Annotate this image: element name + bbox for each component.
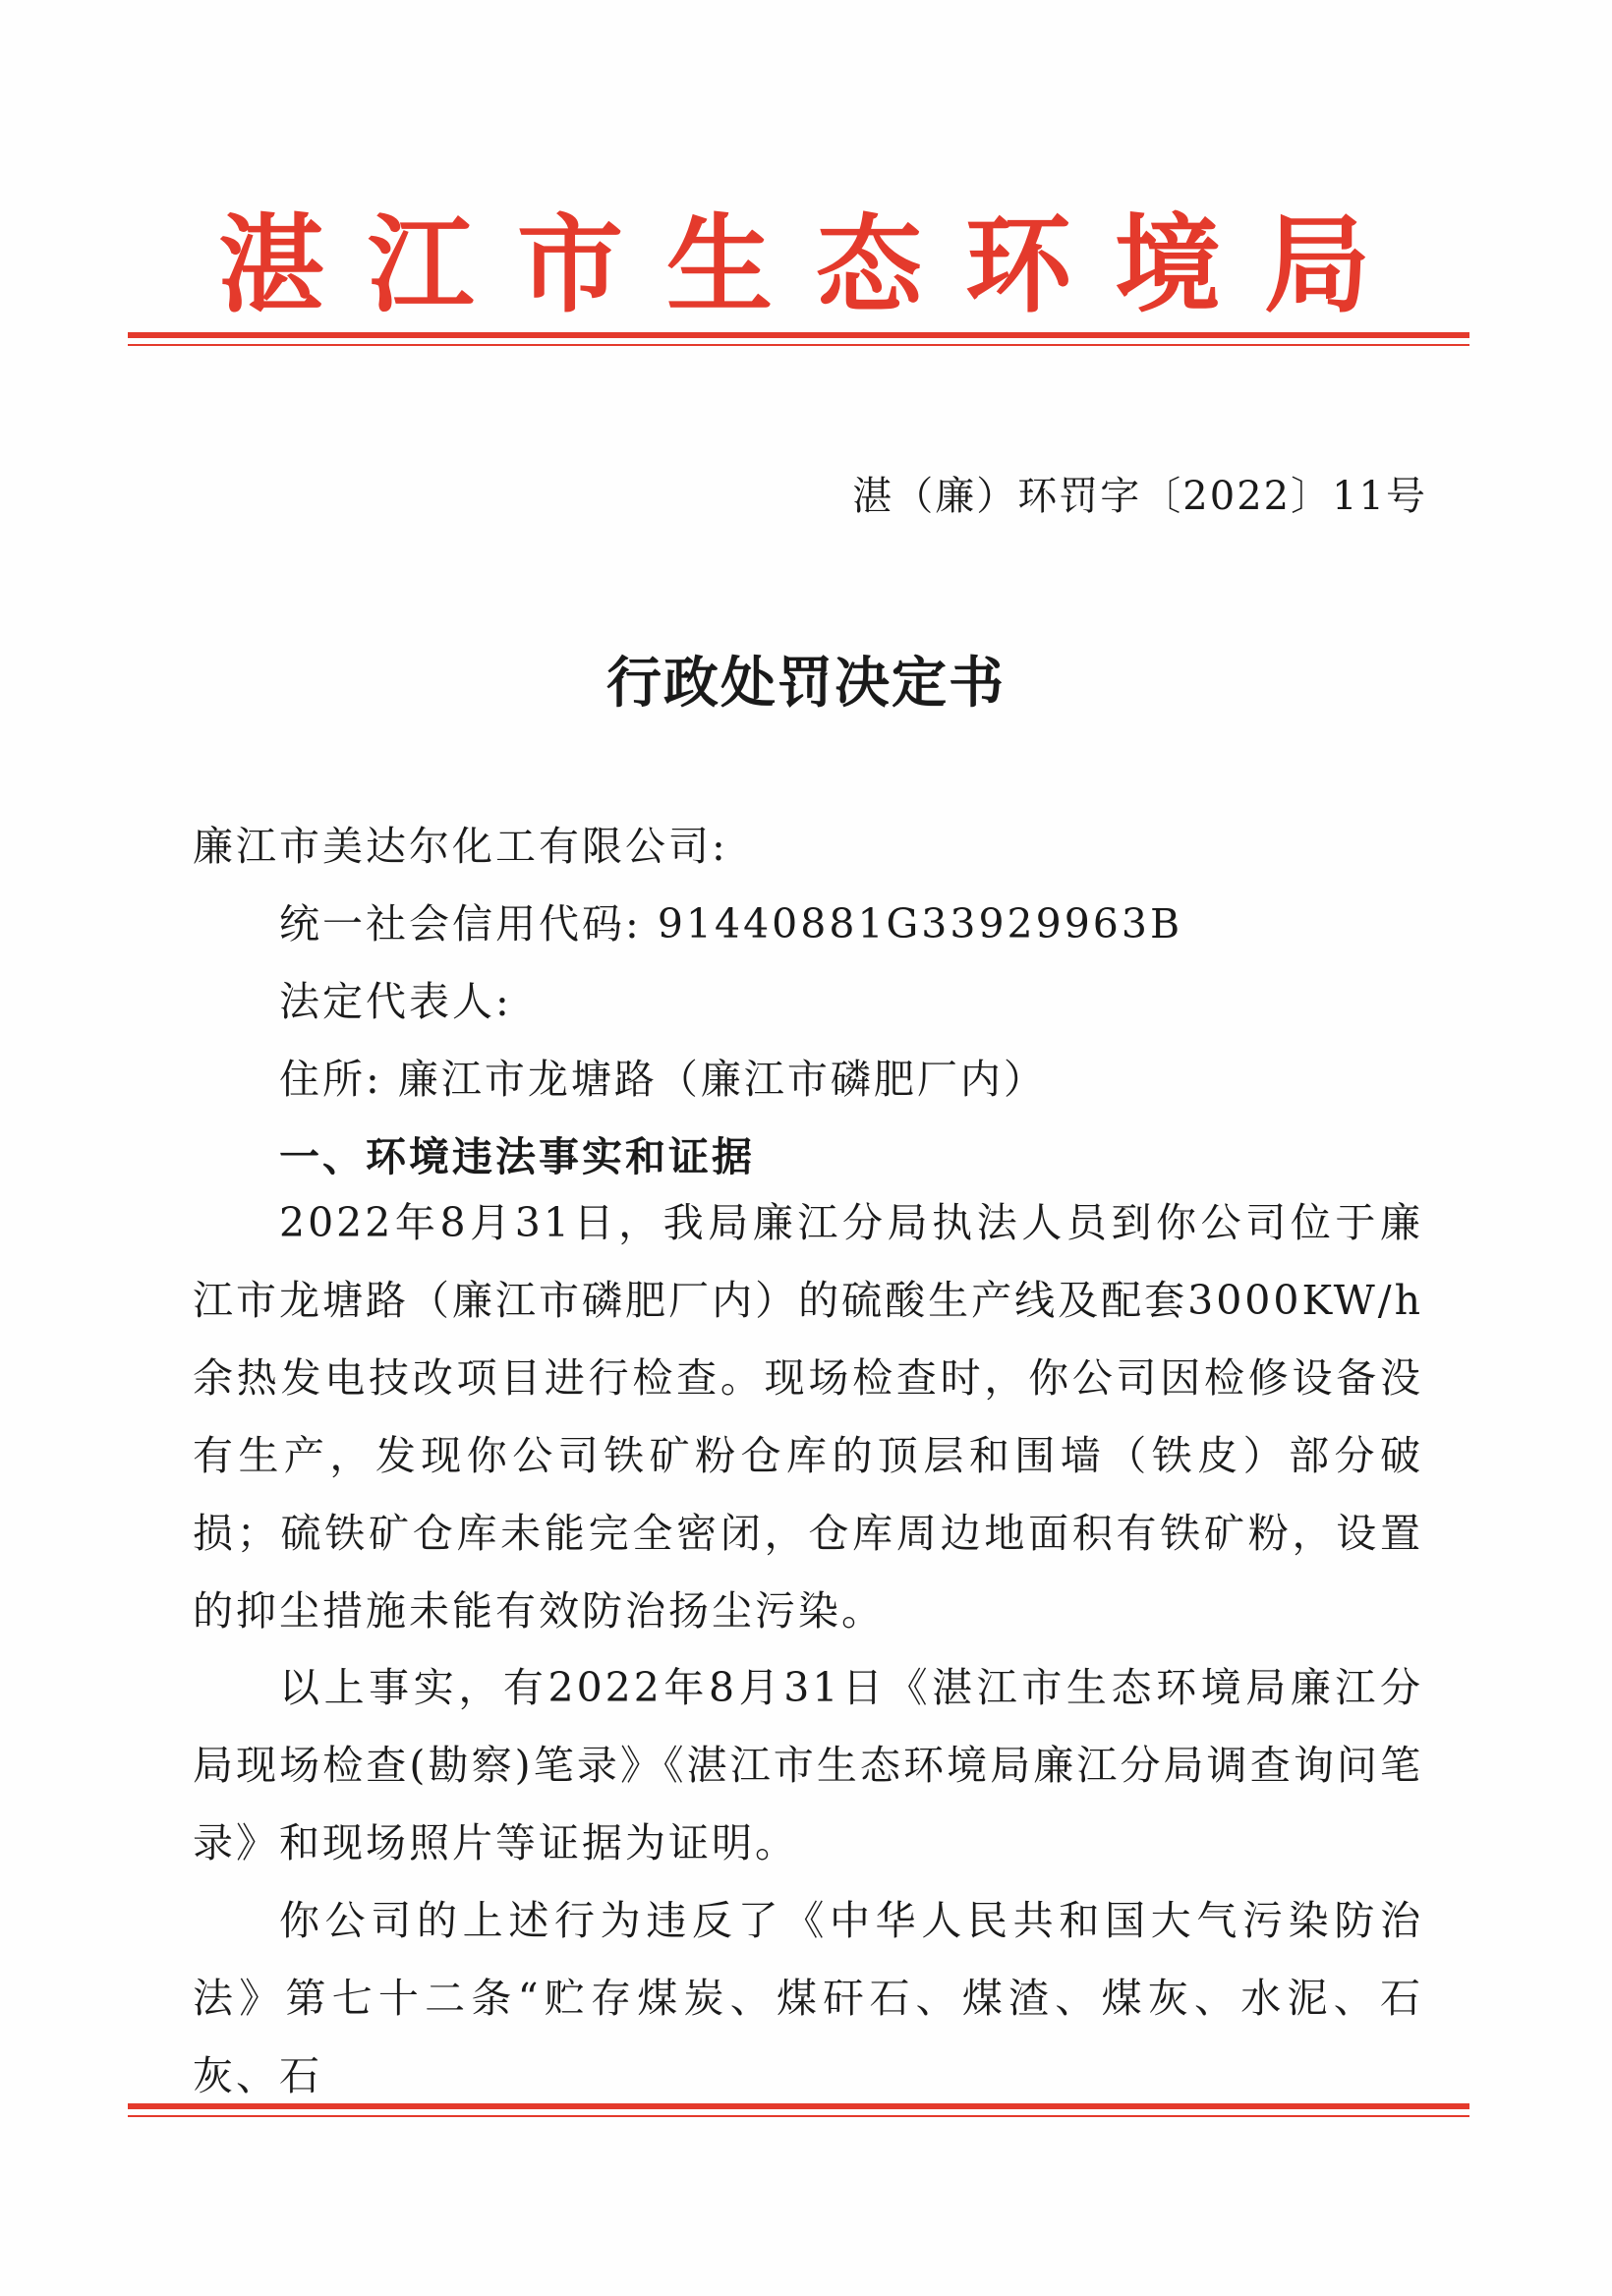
credit-code: 统一社会信用代码: 91440881G33929963B bbox=[279, 900, 1183, 947]
facts-paragraph: 2022年8月31日，我局廉江分局执法人员到你公司位于廉江市龙塘路（廉江市磷肥厂内）的硫酸生产线及配套3000KW/h余热发电技改项目进行检查。现场检查时，你公司因检修设备没有生产，发现你公司铁矿粉仓库的顶层和围墙（铁皮）部分破损；硫铁矿仓库未能完全密闭，仓库周边地面积有铁矿粉，设置的抑尘措施未能有效防治扬尘污染。 bbox=[193, 1199, 1423, 1635]
footer-rule-thin bbox=[128, 2115, 1469, 2117]
document-number: 湛（廉）环罚字〔2022〕11号 bbox=[852, 474, 1427, 519]
document-title: 行政处罚决定书 bbox=[606, 651, 1006, 716]
letterhead-rule-thick bbox=[128, 332, 1469, 338]
party-address: 住所: 廉江市龙塘路（廉江市磷肥厂内） bbox=[279, 1056, 1047, 1103]
footer-rule-thick bbox=[128, 2103, 1469, 2109]
evidence-paragraph: 以上事实，有2022年8月31日《湛江市生态环境局廉江分局现场检查(勘察)笔录》《湛江市生态环境局廉江分局调查询问笔录》和现场照片等证据为证明。 bbox=[193, 1664, 1423, 1866]
letterhead-rule-thin bbox=[128, 344, 1469, 346]
agency-letterhead: 湛江市生态环境局 bbox=[217, 203, 1413, 327]
violation-paragraph: 你公司的上述行为违反了《中华人民共和国大气污染防治法》第七十二条“贮存煤炭、煤矸石、煤渣、煤灰、水泥、石灰、石 bbox=[193, 1897, 1423, 2099]
legal-representative: 法定代表人: bbox=[279, 978, 512, 1025]
section-heading: 一、环境违法事实和证据 bbox=[279, 1133, 755, 1180]
party-name: 廉江市美达尔化工有限公司: bbox=[193, 823, 728, 870]
